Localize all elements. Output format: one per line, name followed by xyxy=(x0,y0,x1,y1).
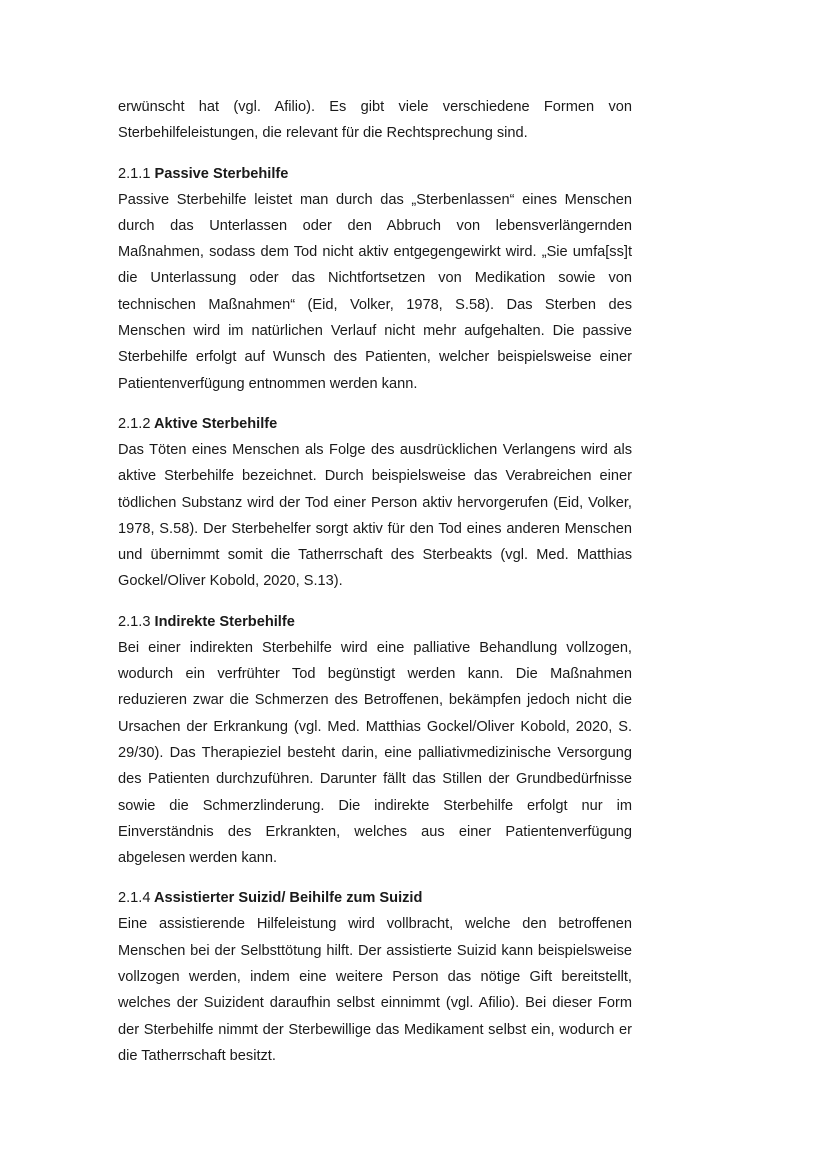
section-number: 2.1.3 xyxy=(118,613,151,630)
section-title: Assistierter Suizid/ Beihilfe zum Suizid xyxy=(153,890,423,907)
section-number: 2.1.1 xyxy=(118,165,151,182)
section-number: 2.1.4 xyxy=(118,890,151,907)
section-title: Aktive Sterbehilfe xyxy=(153,415,278,432)
section-heading xyxy=(118,885,632,911)
section-heading xyxy=(118,411,632,437)
section-title: Passive Sterbehilfe xyxy=(154,165,289,182)
section-passive-sterbehilfe xyxy=(118,161,632,397)
section-paragraph: Das Töten eines Menschen als Folge des ausdrücklichen Verlangens wird als aktive Sterbehilfe bezeichnet. Durch beispielsweise das Verabreichen einer tödlichen Substanz wird der Tod einer Person aktiv hervorgerufen (Eid, Volker, 1978, S.58). Der Sterbehelfer sorgt aktiv für den Tod eines anderen Menschen und übernimmt somit die Tatherrschaft des Sterbeakts (vgl. Med. Matthias Gockel/Oliver Kobold, 2020, S.13). xyxy=(118,441,632,590)
section-heading xyxy=(118,609,632,635)
section-assistierter-suizid xyxy=(118,885,632,1069)
section-indirekte-sterbehilfe xyxy=(118,609,632,872)
section-number: 2.1.2 xyxy=(118,415,151,432)
section-title: Indirekte Sterbehilfe xyxy=(154,613,295,630)
section-paragraph: Eine assistierende Hilfeleistung wird vollbracht, welche den betroffenen Menschen bei der Selbsttötung hilft. Der assistierte Suizid kann beispielsweise vollzogen werden, indem eine weitere Person das nötige Gift bereitstellt, welches der Suizident daraufhin selbst einnimmt (vgl. Afilio). Bei dieser Form der Sterbehilfe nimmt der Sterbewillige das Medikament selbst ein, wodurch er die Tatherrschaft besitzt. xyxy=(118,916,632,1064)
section-paragraph: Passive Sterbehilfe leistet man durch das „Sterbenlassen“ eines Menschen durch das Unterlassen oder den Abbruch von lebensverlängernden Maßnahmen, sodass dem Tod nicht aktiv entgegengewirkt wird. „Sie umfa[ss]t die Unterlassung oder das Nichtfortsetzen von Medikation sowie von technischen Maßnahmen“ (Eid, Volker, 1978, S.58). Das Sterben des Menschen wird im natürlichen Verlauf nicht mehr aufgehalten. Die passive Sterbehilfe erfolgt auf Wunsch des Patienten, welcher beispielsweise einer Patientenverfügung entnommen werden kann. xyxy=(118,191,632,392)
section-paragraph: Bei einer indirekten Sterbehilfe wird eine palliative Behandlung vollzogen, wodurch ein verfrühter Tod begünstigt werden kann. Die Maßnahmen reduzieren zwar die Schmerzen des Betroffenen, bekämpfen jedoch nicht die Ursachen der Erkrankung (vgl. Med. Matthias Gockel/Oliver Kobold, 2020, S. 29/30). Das Therapieziel besteht darin, eine palliativmedizinische Versorgung des Patienten durchzuführen. Darunter fällt das Stillen der Grundbedürfnisse sowie die Schmerzlinderung. Die indirekte Sterbehilfe erfolgt nur im Einverständnis des Erkrankten, welches aus einer Patientenverfügung abgelesen werden kann. xyxy=(118,639,632,867)
document-page xyxy=(118,94,632,1069)
section-heading xyxy=(118,161,632,187)
section-aktive-sterbehilfe xyxy=(118,411,632,595)
intro-paragraph: erwünscht hat (vgl. Afilio). Es gibt viele verschiedene Formen von Sterbehilfeleistungen, die relevant für die Rechtsprechung sind. xyxy=(118,99,632,142)
